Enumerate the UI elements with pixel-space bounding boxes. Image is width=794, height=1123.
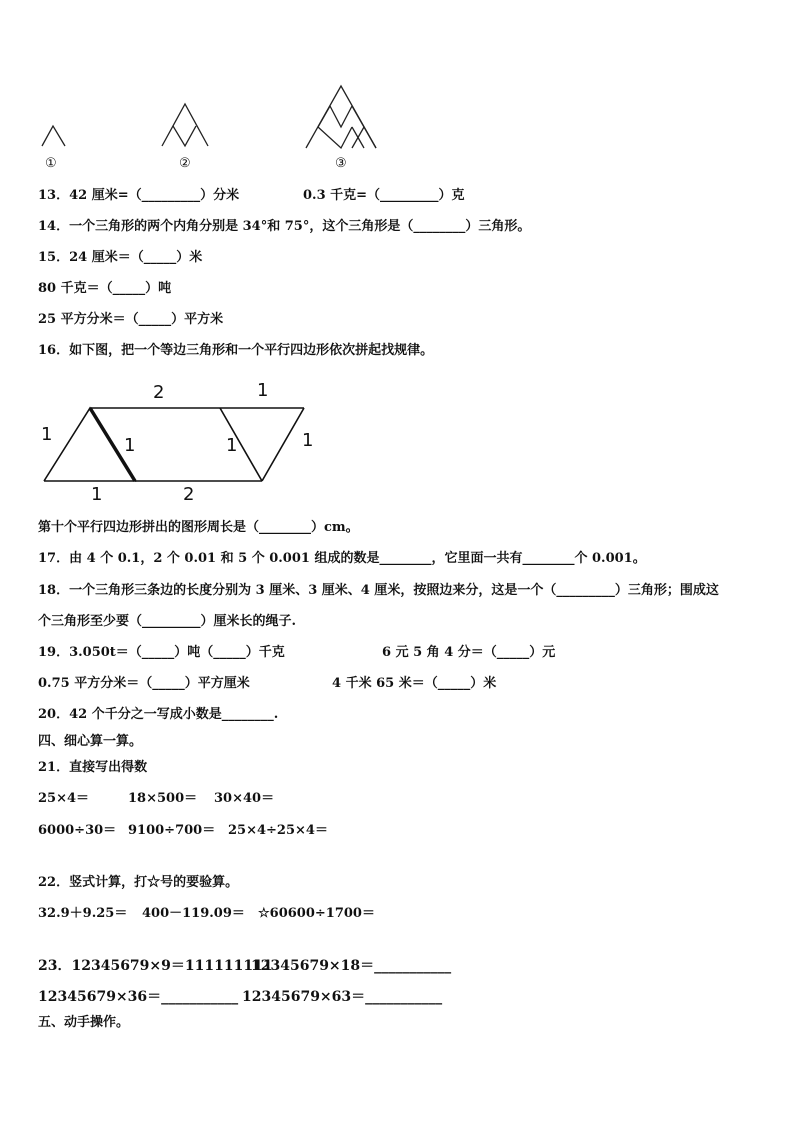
question-13-part2: 0.3 千克=（_________）克 (303, 188, 465, 203)
calc-item: 400－119.09＝ (142, 906, 245, 921)
figure-label-bottom-1: 1 (91, 484, 103, 505)
figure-label-inner-1b: 1 (226, 435, 238, 456)
question-22-title: 22．竖式计算，打☆号的要验算。 (38, 875, 239, 890)
question-19-b: 6 元 5 角 4 分＝（_____）元 (382, 645, 556, 660)
figure-label-top-2: 2 (153, 382, 165, 403)
figure-label-3: ③ (335, 156, 347, 171)
calc-item: 25×4＝ (38, 791, 90, 806)
question-23-b: 12345679×18＝___________ (251, 958, 452, 974)
question-18-line1: 18．一个三角形三条边的长度分别为 3 厘米、3 厘米、4 厘米，按照边来分，这是一个（_________）三角形；围成这 (38, 583, 719, 598)
question-23-a: 23．12345679×9＝111111111 (38, 958, 273, 974)
figure-label-left-1: 1 (41, 424, 53, 445)
question-16-ask: 第十个平行四边形拼出的图形周长是（________）cm。 (38, 520, 359, 535)
calc-item: 32.9＋9.25＝ (38, 906, 128, 921)
question-23-d: 12345679×63＝___________ (242, 989, 443, 1005)
question-17: 17．由 4 个 0.1，2 个 0.01 和 5 个 0.001 组成的数是________，它里面一共有________个 0.001。 (38, 551, 646, 566)
calc-item: 6000÷30＝ (38, 823, 117, 838)
calc-item: 9100÷700＝ (128, 823, 216, 838)
figure-label-inner-1a: 1 (124, 435, 136, 456)
figure-label-right-1: 1 (302, 430, 314, 451)
question-21-title: 21．直接写出得数 (38, 760, 148, 775)
question-19-a: 19．3.050t＝（_____）吨（_____）千克 (38, 645, 285, 660)
figure-label-top-1: 1 (257, 380, 269, 401)
calc-item: 18×500＝ (128, 791, 198, 806)
question-19-c: 0.75 平方分米＝（_____）平方厘米 (38, 676, 250, 691)
figure-label-1: ① (45, 156, 57, 171)
section-4-heading: 四、细心算一算。 (38, 734, 143, 749)
figure-label-bottom-2: 2 (183, 484, 195, 505)
section-5-heading: 五、动手操作。 (38, 1015, 130, 1030)
calc-item: ☆60600÷1700＝ (258, 906, 375, 921)
question-19-d: 4 千米 65 米＝（_____）米 (332, 676, 497, 691)
question-15-line1: 15．24 厘米＝（_____）米 (38, 250, 203, 265)
question-13-part1: 13．42 厘米=（_________）分米 (38, 188, 240, 203)
question-14: 14．一个三角形的两个内角分别是 34°和 75°，这个三角形是（________）三角形。 (38, 219, 531, 234)
figure-label-2: ② (179, 156, 191, 171)
calc-item: 25×4÷25×4＝ (228, 823, 328, 838)
pattern-figure-3 (304, 82, 394, 152)
pattern-figure-2 (158, 98, 218, 148)
question-15-line2: 80 千克＝（_____）吨 (38, 281, 172, 296)
triangle-parallelogram-figure (30, 378, 330, 508)
question-15-line3: 25 平方分米＝（_____）平方米 (38, 312, 224, 327)
question-18-line2: 个三角形至少要（_________）厘米长的绳子. (38, 614, 297, 629)
calc-item: 30×40＝ (214, 791, 275, 806)
question-16: 16．如下图，把一个等边三角形和一个平行四边形依次拼起找规律。 (38, 343, 434, 358)
pattern-figure-1 (38, 118, 78, 158)
question-23-c: 12345679×36＝___________ (38, 989, 239, 1005)
question-20: 20．42 个千分之一写成小数是________. (38, 707, 279, 722)
